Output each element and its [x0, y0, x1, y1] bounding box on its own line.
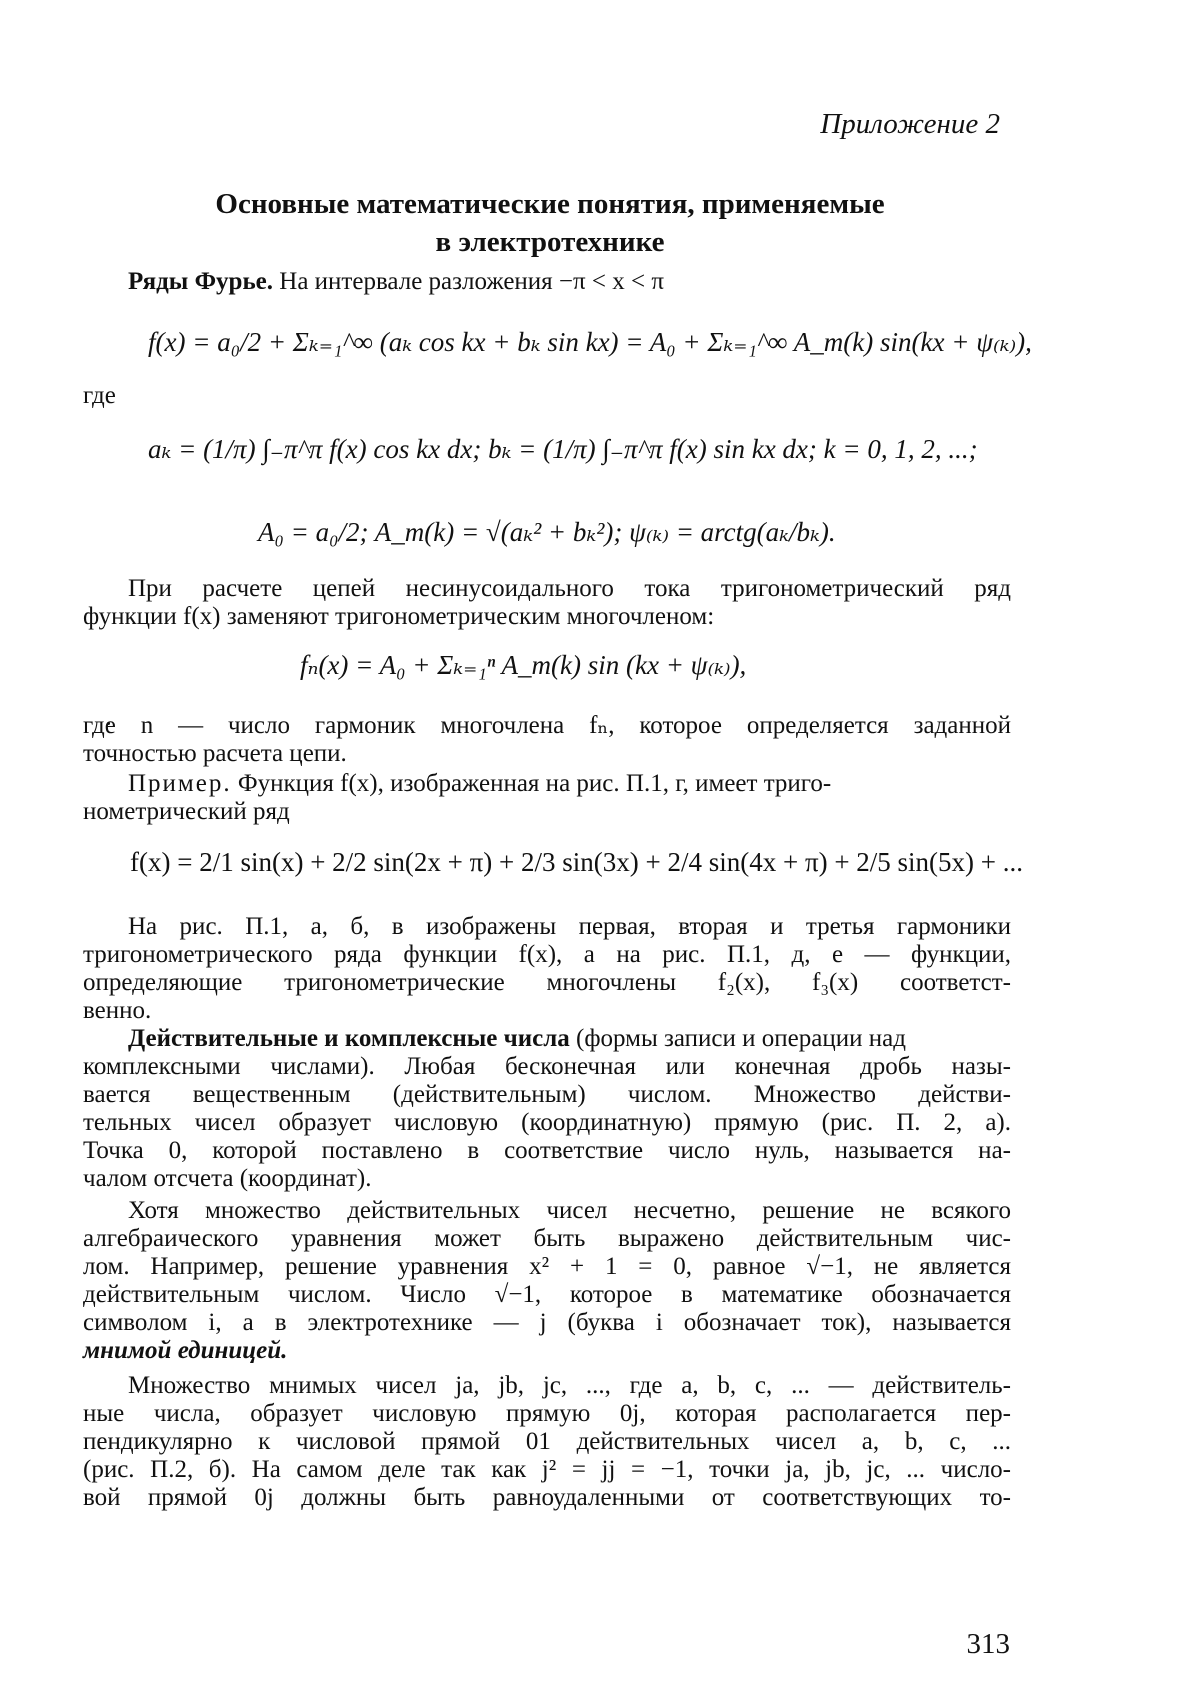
- fourier-intro-text: На интервале разложения −π < x < π: [279, 268, 664, 295]
- complex-heading-line: [128, 1025, 1011, 1053]
- paragraph-line: функции f(x) заменяют тригонометрическим многочленом:: [83, 603, 715, 630]
- fourier-heading: Ряды Фурье.: [128, 268, 274, 295]
- page-number: 313: [966, 1628, 1010, 1660]
- paragraph-line: точностью расчета цепи.: [83, 740, 347, 767]
- paragraph-line: ные числа, образует числовую прямую 0j, которая располагается пер-: [83, 1400, 1011, 1427]
- paragraph-line: Множество мнимых чисел ja, jb, jc, ..., где a, b, c, ... — действитель-: [128, 1372, 1011, 1399]
- title-line-2: в электротехнике: [435, 226, 665, 258]
- paragraph-line: вой прямой 0j должны быть равноудаленными от соответствующих то-: [83, 1484, 1011, 1511]
- paragraph-line: чалом отсчета (координат).: [83, 1165, 372, 1192]
- example-text: Функция f(x), изображенная на рис. П.1, г, имеет триго-: [237, 770, 832, 797]
- paragraph-line: венно.: [83, 997, 152, 1024]
- fourier-intro: [128, 268, 1011, 296]
- paragraph-line: При расчете цепей несинусоидального тока тригонометрический ряд: [128, 575, 1011, 602]
- formula-amplitude: A₀ = a₀/2; A_m(k) = √(aₖ² + bₖ²); ψ₍ₖ₎ = arctg(aₖ/bₖ).: [258, 517, 836, 547]
- paragraph-line: где n — число гармоник многочлена fₙ, которое определяется заданной: [83, 712, 1011, 739]
- paragraph-line: комплексными числами). Любая бесконечная или конечная дробь назы-: [83, 1053, 1011, 1080]
- where-label: где: [83, 382, 116, 409]
- paragraph-line: пендикулярно к числовой прямой 01 действительных чисел a, b, c, ...: [83, 1428, 1011, 1455]
- formula-coefficients: aₖ = (1/π) ∫₋π^π f(x) cos kx dx; bₖ = (1/π) ∫₋π^π f(x) sin kx dx; k = 0, 1, 2, ...;: [148, 434, 978, 464]
- complex-heading: Действительные и комплексные числа: [128, 1025, 570, 1052]
- page-title: [100, 185, 1000, 261]
- paragraph-line: На рис. П.1, а, б, в изображены первая, вторая и третья гармоники: [128, 913, 1011, 940]
- formula-example-series: f(x) = 2/1 sin(x) + 2/2 sin(2x + π) + 2/3 sin(3x) + 2/4 sin(4x + π) + 2/5 sin(5x) + ...: [130, 847, 1024, 877]
- paragraph-line: тригонометрического ряда функции f(x), а на рис. П.1, д, е — функции,: [83, 941, 1011, 968]
- paragraph-line: определяющие тригонометрические многочлены f₂(x), f₃(x) соответст-: [83, 969, 1011, 996]
- paragraph-line: Хотя множество действительных чисел несчетно, решение не всякого: [128, 1197, 1011, 1224]
- paragraph-line: тельных чисел образует числовую (координатную) прямую (рис. П. 2, а).: [83, 1109, 1011, 1136]
- paragraph-line: вается вещественным (действительным) числом. Множество действи-: [83, 1081, 1011, 1108]
- title-line-1: Основные математические понятия, применяемые: [215, 188, 885, 220]
- formula-polynomial: fₙ(x) = A₀ + Σₖ₌₁ⁿ A_m(k) sin (kx + ψ₍ₖ₎),: [300, 650, 747, 680]
- paragraph-line: алгебраического уравнения может быть выражено действительным чис-: [83, 1225, 1011, 1252]
- paragraph-line: (рис. П.2, б). На самом деле так как j² = jj = −1, точки ja, jb, jc, ... число-: [83, 1456, 1011, 1483]
- appendix-label: Приложение 2: [820, 108, 1000, 140]
- paragraph-line: лом. Например, решение уравнения x² + 1 = 0, равное √−1, не является: [83, 1253, 1011, 1280]
- paragraph-line: нометрический ряд: [83, 798, 290, 825]
- paragraph-line: мнимой единицей.: [83, 1337, 288, 1364]
- paragraph-line: Точка 0, которой поставлено в соответствие число нуль, называется на-: [83, 1137, 1011, 1164]
- formula-fourier-series: f(x) = a₀/2 + Σₖ₌₁^∞ (aₖ cos kx + bₖ sin kx) = A₀ + Σₖ₌₁^∞ A_m(k) sin(kx + ψ₍ₖ₎),: [148, 327, 1032, 357]
- example-label: Пример.: [128, 770, 232, 797]
- example-line-1: [128, 770, 1011, 798]
- paragraph-line: символом i, а в электротехнике — j (буква i обозначает ток), называется: [83, 1309, 1011, 1336]
- complex-heading-text: (формы записи и операции над: [576, 1025, 906, 1052]
- paragraph-line: действительным числом. Число √−1, которое в математике обозначается: [83, 1281, 1011, 1308]
